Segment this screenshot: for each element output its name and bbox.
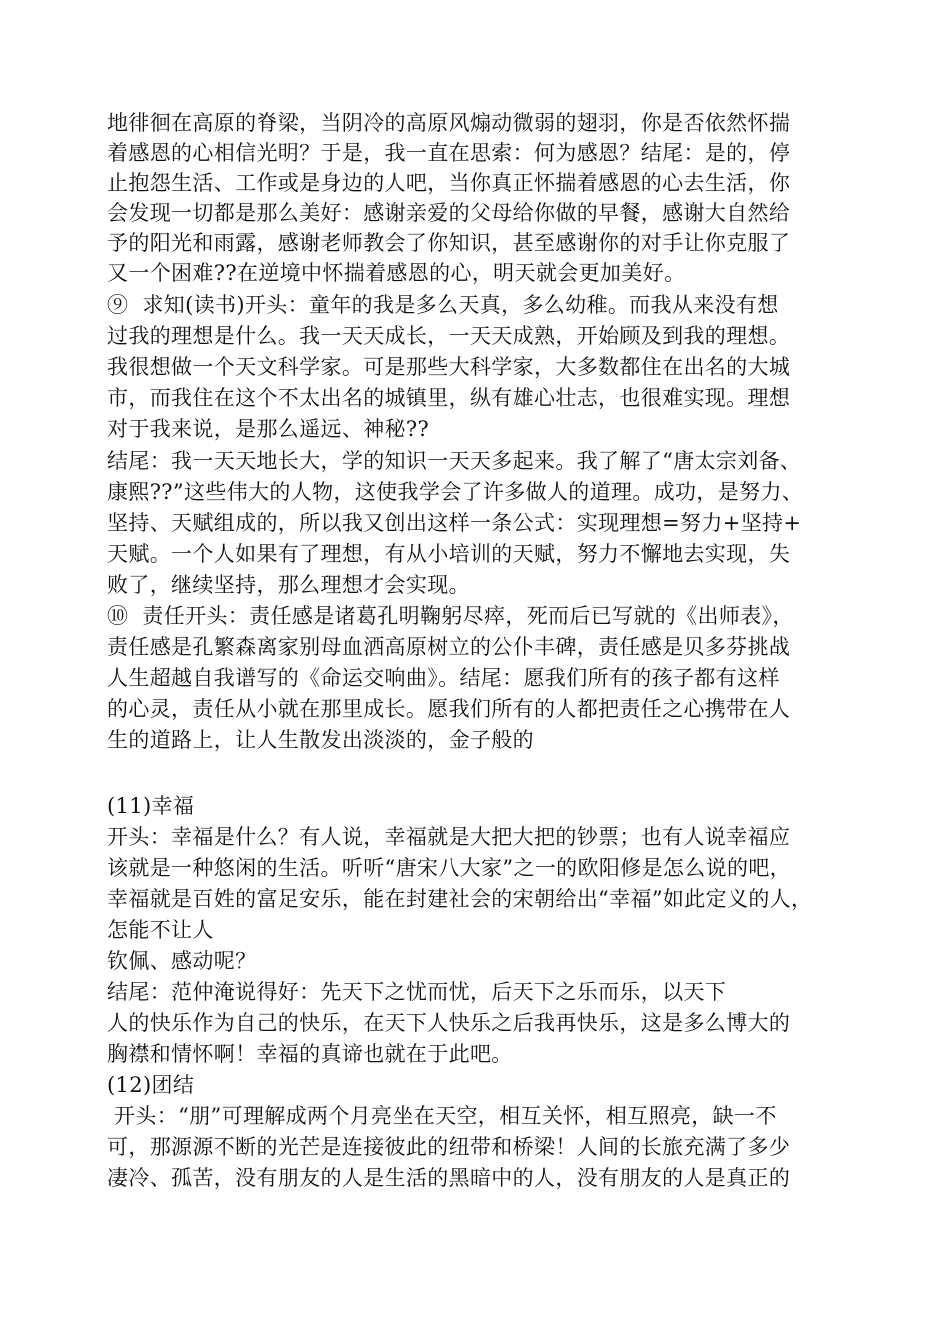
text-line: 予的阳光和雨露，感谢老师教会了你知识，甚至感谢你的对手让你克服了 [107,231,791,255]
text-line: 责任感是孔繁森离家别母血洒高原树立的公仆丰碑，责任感是贝多芬挑战 [107,635,791,659]
text-line: 我很想做一个天文科学家。可是那些大科学家，大多数都住在出名的大城 [107,355,791,379]
text-line: 地徘徊在高原的脊梁，当阴冷的高原风煽动微弱的翅羽，你是否依然怀揣 [107,111,791,135]
section-heading: (12)团结 [107,1073,195,1097]
text-line: 该就是一种悠闲的生活。听听“唐宋八大家”之一的欧阳修是怎么说的吧， [107,856,792,880]
text-line: 开头：幸福是什么？有人说，幸福就是大把大把的钞票；也有人说幸福应 [107,825,791,849]
text-line: 的心灵，责任从小就在那里成长。愿我们所有的人都把责任之心携带在人 [107,697,791,721]
text-line: 市，而我住在这个不太出名的城镇里，纵有雄心壮志，也很难实现。理想 [107,386,791,410]
text-line: 败了，继续坚持，那么理想才会实现。 [107,573,470,597]
text-line: 怎能不让人 [107,918,214,942]
text-line: 结尾：我一天天地长大，学的知识一天天多起来。我了解了“唐太宗刘备、 [107,449,802,473]
text-line: 生的道路上，让人生散发出淡淡的，金子般的 [107,728,534,752]
text-line: 可，那源源不断的光芒是连接彼此的纽带和桥梁！人间的长旅充满了多少 [107,1135,791,1159]
text-line: 康熙??”这些伟大的人物，这使我学会了许多做人的道理。成功，是努力、 [107,480,804,504]
text-line: 过我的理想是什么。我一天天成长，一天天成熟，开始顾及到我的理想。 [107,324,791,348]
text-line: 幸福就是百姓的富足安乐，能在封建社会的宋朝给出“幸福”如此定义的人， [107,887,813,911]
text-line: ⑨ 求知(读书)开头：童年的我是多么天真，多么幼稚。而我从来没有想 [107,293,779,317]
text-line: 钦佩、感动呢？ [107,949,257,973]
text-line: 又一个困难??在逆境中怀揣着感恩的心，明天就会更加美好。 [107,261,686,285]
text-line: 凄冷、孤苦，没有朋友的人是生活的黑暗中的人，没有朋友的人是真正的 [107,1166,791,1190]
text-line: ⑩ 责任开头：责任感是诸葛孔明鞠躬尽瘁，死而后已写就的《出师表》， [107,604,794,628]
text-line: 着感恩的心相信光明？于是，我一直在思索：何为感恩？结尾：是的，停 [107,141,791,165]
text-line: 坚持、天赋组成的，所以我又创出这样一条公式：实现理想=努力+坚持+ [107,511,802,535]
text-line: 开头：“朋”可理解成两个月亮坐在天空，相互关怀，相互照亮，缺一不 [107,1104,777,1128]
text-line: 胸襟和情怀啊！幸福的真谛也就在于此吧。 [107,1042,513,1066]
section-heading: (11)幸福 [107,794,195,818]
text-line: 结尾：范仲淹说得好：先天下之忧而忧，后天下之乐而乐，以天下 [107,980,727,1004]
text-line: 止抱怨生活、工作或是身边的人吧，当你真正怀揣着感恩的心去生活，你 [107,171,791,195]
text-line: 会发现一切都是那么美好：感谢亲爱的父母给你做的早餐，感谢大自然给 [107,201,791,225]
text-line: 天赋。一个人如果有了理想，有从小培训的天赋，努力不懈地去实现，失 [107,542,791,566]
text-line: 对于我来说，是那么遥远、神秘?? [107,417,430,441]
text-line: 人的快乐作为自己的快乐，在天下人快乐之后我再快乐，这是多么博大的 [107,1011,791,1035]
text-line: 人生超越自我谱写的《命运交响曲》。结尾：愿我们所有的孩子都有这样 [107,666,780,690]
